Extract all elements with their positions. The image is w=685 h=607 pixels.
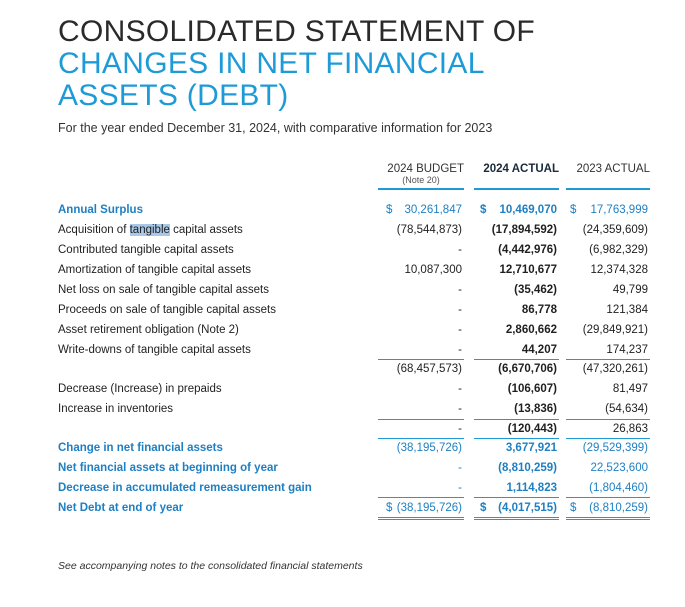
actual-2024-value: 44,207 [521,344,557,356]
actual-2023-value: (47,320,261) [582,363,648,375]
actual-2024-value: (35,462) [514,284,557,296]
budget-value: - [458,284,462,296]
double-rule-top [474,517,559,518]
actual-2023-value: 12,374,328 [590,264,648,276]
budget-value: - [458,482,462,494]
actual-2023-value: 174,237 [606,344,648,356]
actual-2024-value: $ (4,017,515) [480,502,557,514]
row-proceeds [0,301,685,321]
row-label: Acquisition of tangible capital assets [58,224,243,236]
col-header-budget-note: (Note 20) [402,175,440,185]
header-rule-actual-2023 [566,188,650,190]
row-net-debt-end [0,499,685,519]
row-label: Contributed tangible capital assets [58,244,234,256]
actual-2024-value: (6,670,706) [498,363,557,375]
actual-2024-value: 2,860,662 [505,324,557,336]
row-label: Annual Surplus [58,204,143,216]
actual-2023-value: 81,497 [612,383,648,395]
actual-2024-value: (4,442,976) [498,244,557,256]
double-rule-bottom [378,519,464,520]
budget-value: - [458,344,462,356]
currency-symbol: $ [570,502,577,514]
actual-2024-value: (17,894,592) [491,224,557,236]
actual-2024-value: (13,836) [514,403,557,415]
header-rule-budget [378,188,464,190]
currency-symbol: $ [570,204,577,216]
budget-value: (68,457,573) [396,363,462,375]
row-label: Write-downs of tangible capital assets [58,344,251,356]
row-remeasurement [0,479,685,499]
double-rule-top [378,517,464,518]
row-amortization [0,261,685,281]
double-rule-bottom [566,519,650,520]
actual-2023-value: (6,982,329) [589,244,648,256]
row-label: Net Debt at end of year [58,502,184,514]
budget-value: - [458,324,462,336]
row-label: Decrease in accumulated remeasurement gain [58,482,312,494]
currency-symbol: $ [480,502,487,514]
row-label: Decrease (Increase) in prepaids [58,383,222,395]
actual-2024-value: 1,114,823 [506,482,557,494]
total-rule [378,497,464,498]
row-writedowns [0,341,685,361]
currency-symbol: $ [386,204,393,216]
budget-value: - [458,304,462,316]
actual-2024-value: 12,710,677 [499,264,557,276]
col-header-budget-label: 2024 BUDGET [387,163,464,175]
actual-2023-value: (1,804,460) [589,482,648,494]
budget-value: (78,544,873) [396,224,462,236]
budget-value: $ 30,261,847 [386,204,462,216]
header-rule-actual-2024 [474,188,559,190]
row-annual-surplus [0,201,685,221]
actual-2024-value: 86,778 [521,304,557,316]
footnote: See accompanying notes to the consolidated financial statements [58,560,363,572]
subtitle: For the year ended December 31, 2024, with comparative information for 2023 [58,121,493,135]
budget-value: - [458,423,462,435]
actual-2023-value: 22,523,600 [590,462,648,474]
col-header-actual-2024: 2024 ACTUAL [483,163,559,175]
row-prepaids [0,380,685,400]
actual-2023-value: (29,849,921) [582,324,648,336]
total-rule [566,497,650,498]
title-line-2: CHANGES IN NET FINANCIAL [58,47,485,80]
row-inventories [0,400,685,420]
actual-2023-value: (24,359,609) [582,224,648,236]
actual-2023-value: $ 17,763,999 [570,204,648,216]
row-label: Change in net financial assets [58,442,223,454]
actual-2023-value: (29,529,399) [582,442,648,454]
total-rule [474,497,559,498]
col-header-budget [378,163,464,185]
actual-2023-value: 121,384 [606,304,648,316]
budget-value: - [458,244,462,256]
row-label: Net financial assets at beginning of year [58,462,278,474]
currency-symbol: $ [386,502,393,514]
title-line-3: ASSETS (DEBT) [58,79,289,112]
actual-2024-value: 3,677,921 [505,442,557,454]
row-label: Net loss on sale of tangible capital assets [58,284,269,296]
actual-2023-value: 49,799 [612,284,648,296]
row-nfa-begin [0,459,685,479]
row-subtotal-1 [0,360,685,380]
row-subtotal-2 [0,420,685,440]
double-rule-bottom [474,519,559,520]
row-acquisition [0,221,685,241]
budget-value: - [458,462,462,474]
row-change-nfa [0,439,685,459]
actual-2024-value: (8,810,259) [498,462,557,474]
title-line-1: CONSOLIDATED STATEMENT OF [58,15,535,48]
row-contributed [0,241,685,261]
actual-2023-value: (54,634) [605,403,648,415]
row-label: Amortization of tangible capital assets [58,264,252,276]
budget-value: $ (38,195,726) [386,502,462,514]
row-aro [0,321,685,341]
selected-text[interactable]: tangible [129,224,170,236]
currency-symbol: $ [480,204,487,216]
actual-2023-value: 26,863 [612,423,648,435]
actual-2024-value: (106,607) [507,383,557,395]
actual-2024-value: (120,443) [507,423,557,435]
budget-value: 10,087,300 [404,264,462,276]
row-label: Asset retirement obligation (Note 2) [58,324,239,336]
budget-value: (38,195,726) [396,442,462,454]
double-rule-top [566,517,650,518]
row-label: Proceeds on sale of tangible capital assets [58,304,276,316]
actual-2024-value: $ 10,469,070 [480,204,557,216]
actual-2023-value: $ (8,810,259) [570,502,648,514]
row-label: Increase in inventories [58,403,174,415]
budget-value: - [458,403,462,415]
budget-value: - [458,383,462,395]
page-title [58,16,535,112]
row-net-loss [0,281,685,301]
col-header-actual-2023: 2023 ACTUAL [576,163,650,175]
